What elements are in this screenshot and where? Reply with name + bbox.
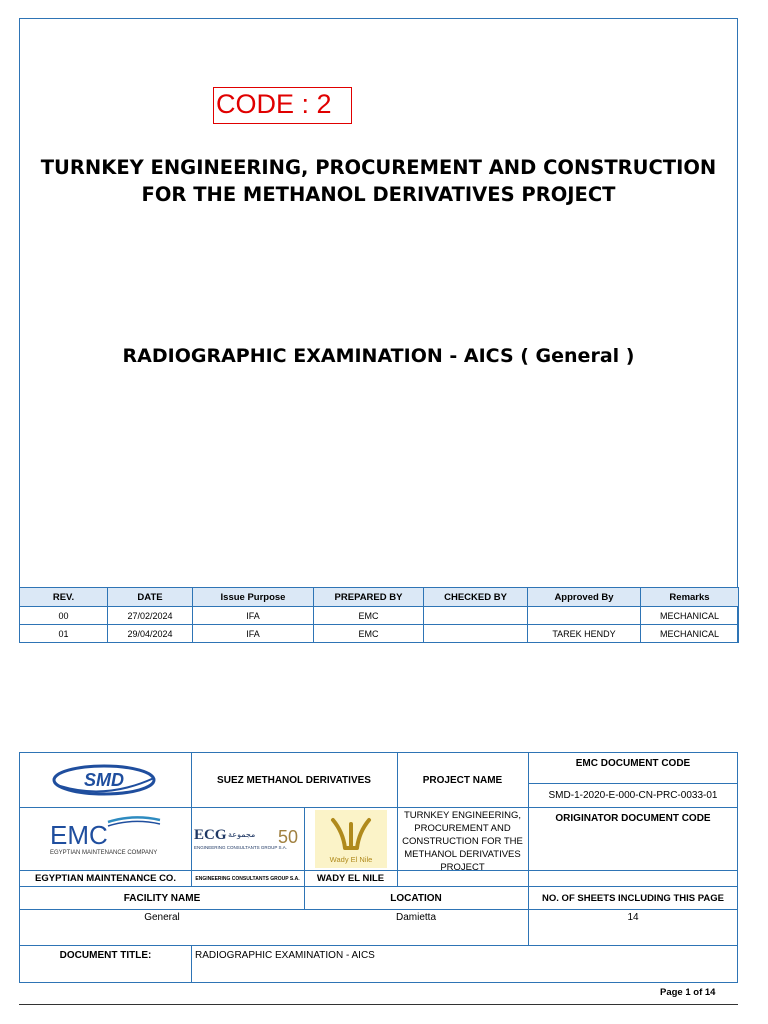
main-title <box>19 154 738 208</box>
sheets-label: NO. OF SHEETS INCLUDING THIS PAGE <box>542 892 724 904</box>
remarks-header: Remarks <box>641 588 739 607</box>
issue-purpose-cell: IFA <box>193 607 314 625</box>
project-name-value: TURNKEY ENGINEERING, PROCUREMENT AND CONSTRUCTION FOR THE METHANOL DERIVATIVES PROJECT <box>402 810 523 873</box>
issue-purpose-header: Issue Purpose <box>193 588 314 607</box>
location-value: Damietta <box>395 912 436 923</box>
ecg-logo-sub: ENGINEERING CONSULTANTS GROUP S.A. <box>193 845 287 850</box>
smd-logo-text: SMD <box>83 770 124 790</box>
ecg-logo <box>191 808 304 870</box>
checked-by-header: CHECKED BY <box>424 588 528 607</box>
checked-by-cell <box>424 625 528 643</box>
client-name: SUEZ METHANOL DERIVATIVES <box>217 774 371 786</box>
project-name-label: PROJECT NAME <box>422 774 503 786</box>
ecg-logo-icon <box>192 819 304 859</box>
wady-logo <box>304 808 397 870</box>
partner-name: WADY EL NILE <box>316 873 385 884</box>
ecg-logo-text: ECG <box>193 827 227 843</box>
sheets-value: 14 <box>627 912 639 923</box>
cover-frame <box>19 18 738 643</box>
emc-doc-code-value: SMD-1-2020-E-000-CN-PRC-0033-01 <box>548 790 718 801</box>
originator-doc-code-label: ORIGINATOR DOCUMENT CODE <box>555 812 711 824</box>
revision-table <box>19 587 739 643</box>
emc-logo-text: EMC <box>50 820 108 850</box>
document-title-label: DOCUMENT TITLE: <box>59 949 152 961</box>
title-block <box>19 752 738 983</box>
rev-cell: 00 <box>20 607 108 625</box>
table-row <box>20 607 739 625</box>
emc-doc-code-label: EMC DOCUMENT CODE <box>575 757 691 769</box>
approved-by-cell <box>528 607 641 625</box>
rev-cell: 01 <box>20 625 108 643</box>
checked-by-cell <box>424 607 528 625</box>
revision-header-row <box>20 588 739 607</box>
remarks-cell: MECHANICAL <box>641 607 739 625</box>
prepared-by-cell: EMC <box>314 607 424 625</box>
document-title-value: RADIOGRAPHIC EXAMINATION - AICS <box>195 949 375 961</box>
main-title-line1: TURNKEY ENGINEERING, PROCUREMENT AND CONSTRUCTION <box>40 156 717 179</box>
remarks-cell: MECHANICAL <box>641 625 739 643</box>
originator-doc-code-value <box>528 828 738 870</box>
wady-logo-text: Wady El Nile <box>329 855 372 864</box>
svg-text:ﻣﺠﻤﻮﻋﺔ: ﻣﺠﻤﻮﻋﺔ <box>227 830 255 839</box>
footer-divider <box>19 1004 738 1005</box>
prepared-by-header: PREPARED BY <box>314 588 424 607</box>
location-label: LOCATION <box>390 892 442 904</box>
date-cell: 27/02/2024 <box>108 607 193 625</box>
contractor-name: EGYPTIAN MAINTENANCE CO. <box>35 873 176 884</box>
emc-logo-icon <box>48 812 168 866</box>
code-label: CODE : 2 <box>213 87 352 124</box>
emc-logo <box>20 808 191 870</box>
smd-logo-icon <box>46 760 166 800</box>
main-title-line2: FOR THE METHANOL DERIVATIVES PROJECT <box>141 183 616 206</box>
approved-by-cell: TAREK HENDY <box>528 625 641 643</box>
ecg-years: 50 <box>277 827 298 847</box>
date-cell: 29/04/2024 <box>108 625 193 643</box>
document-heading: RADIOGRAPHIC EXAMINATION - AICS ( General ) <box>122 345 635 367</box>
issue-purpose-cell: IFA <box>193 625 314 643</box>
facility-name-value: General <box>144 912 180 923</box>
emc-logo-sub: EGYPTIAN MAINTENANCE COMPANY <box>50 850 158 856</box>
page-number: Page 1 of 14 <box>660 987 716 998</box>
rev-header: REV. <box>20 588 108 607</box>
table-row <box>20 625 739 643</box>
date-header: DATE <box>108 588 193 607</box>
approved-by-header: Approved By <box>528 588 641 607</box>
smd-logo <box>20 753 191 807</box>
facility-name-label: FACILITY NAME <box>123 892 201 904</box>
consultant-name: ENGINEERING CONSULTANTS GROUP S.A. <box>195 875 300 882</box>
prepared-by-cell: EMC <box>314 625 424 643</box>
wady-logo-icon <box>315 810 387 868</box>
